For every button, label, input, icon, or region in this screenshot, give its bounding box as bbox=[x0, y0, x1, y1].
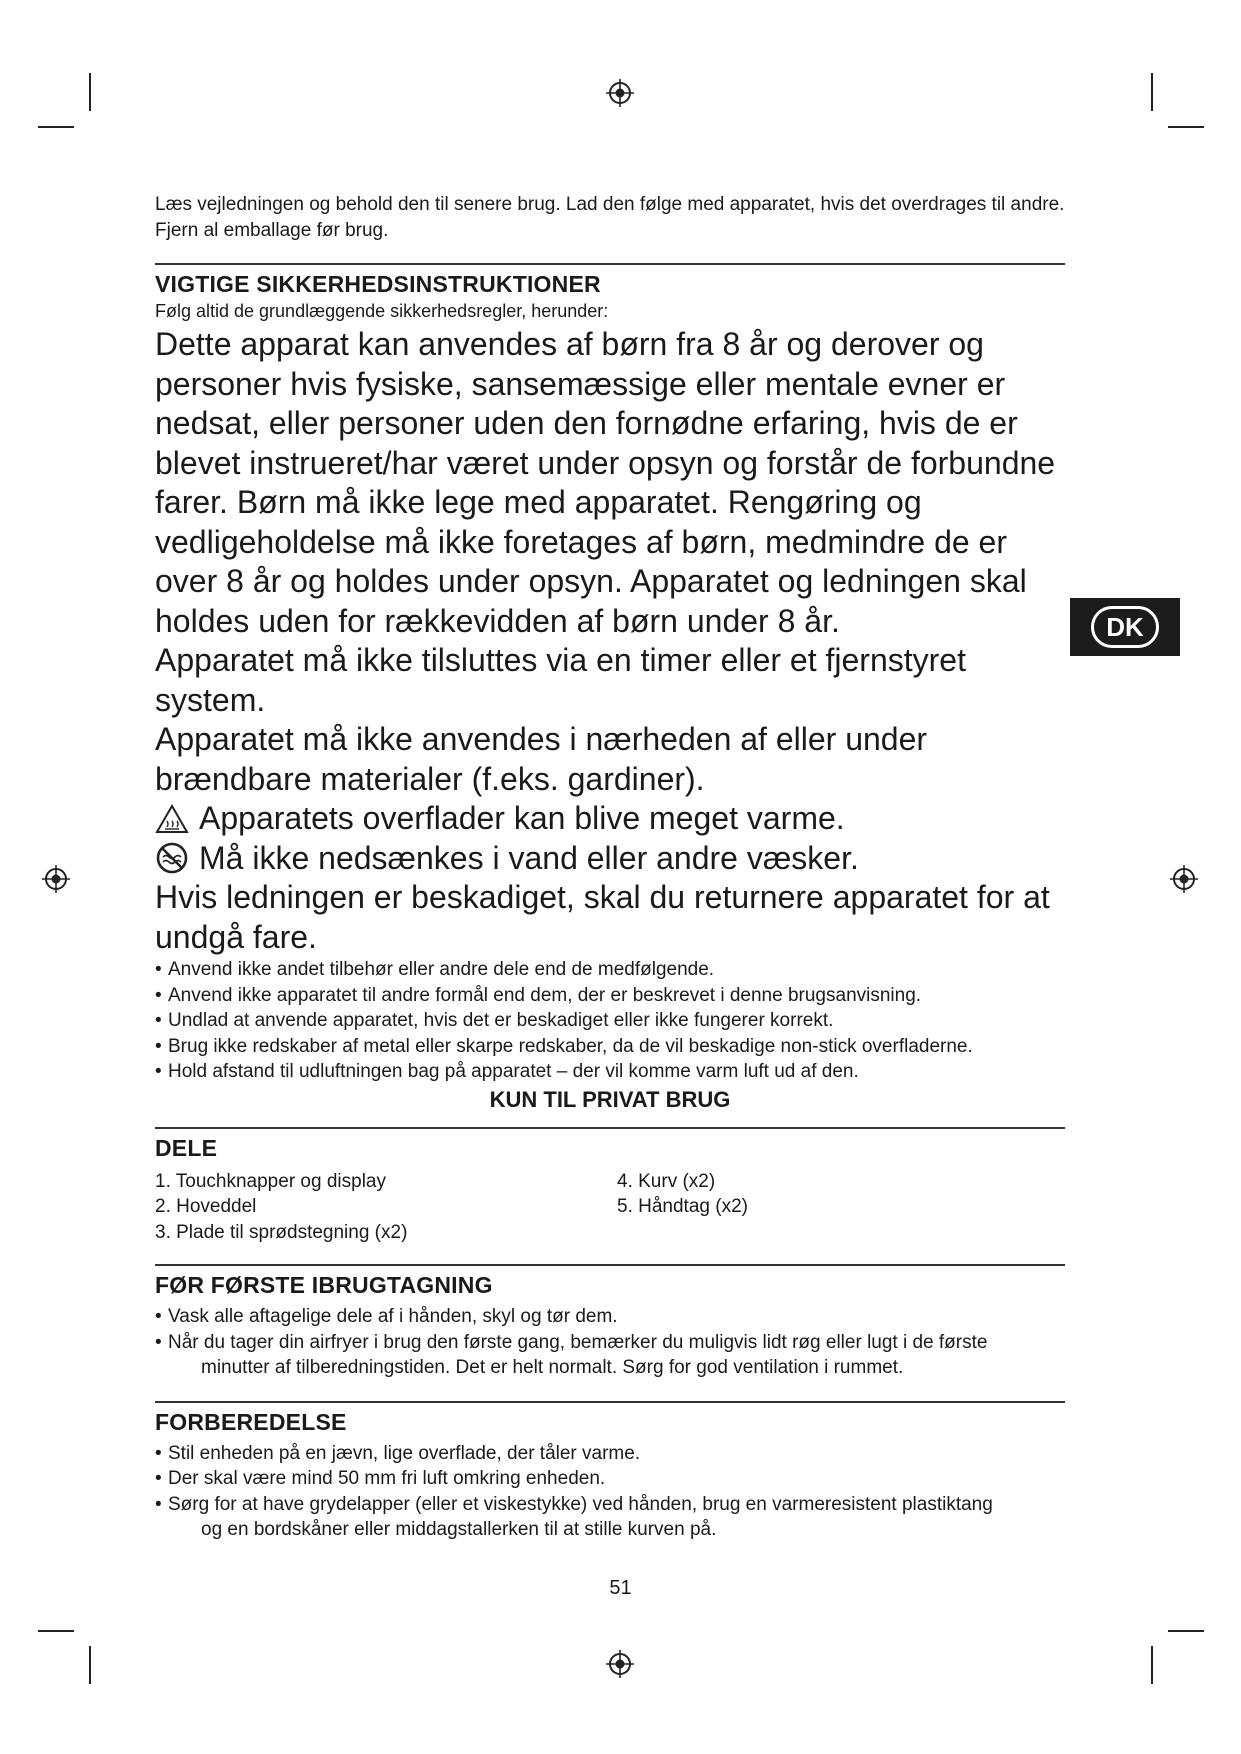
hot-surface-warning-text: Apparatets overflader kan blive meget varme. bbox=[199, 800, 845, 836]
registration-mark-icon bbox=[41, 864, 71, 894]
no-immersion-warning bbox=[155, 839, 1065, 879]
safety-paragraph-children: Dette apparat kan anvendes af børn fra 8 år og derover og personer hvis fysiske, sansemæssige eller mentale evner er nedsat, eller personer uden den fornødne erfaring, hvis de er blevet instrueret/har været under opsyn og forstår de forbundne farer. Børn må ikke lege med apparatet. Rengøring og vedligeholdelse må ikke foretages af børn, medmindre de er over 8 år og holdes under opsyn. Apparatet og ledningen skal holdes uden for rækkevidden af børn under 8 år. bbox=[155, 326, 1056, 639]
intro-text: Læs vejledningen og behold den til senere brug. Lad den følge med apparatet, hvis det overdrages til andre. Fjern al emballage før brug. bbox=[155, 194, 1065, 241]
list-item: • Vask alle aftagelige dele af i hånden, skyl og tør dem. bbox=[155, 1304, 1065, 1330]
list-item: • Der skal være mind 50 mm fri luft omkring enheden. bbox=[155, 1466, 1065, 1492]
list-item: • Anvend ikke apparatet til andre formål end dem, der er beskrevet i denne brugsanvisning. bbox=[155, 983, 1065, 1009]
language-tab-label: DK bbox=[1091, 606, 1159, 648]
crop-mark bbox=[38, 1630, 74, 1632]
crop-mark bbox=[1168, 126, 1204, 128]
registration-mark-icon bbox=[605, 78, 635, 108]
safety-paragraph-cord: Hvis ledningen er beskadiget, skal du returnere apparatet for at undgå fare. bbox=[155, 879, 1050, 955]
safety-heading: VIGTIGE SIKKERHEDSINSTRUKTIONER bbox=[155, 271, 601, 297]
registration-mark-icon bbox=[605, 1649, 635, 1679]
list-item bbox=[155, 1492, 1065, 1543]
crop-mark bbox=[38, 126, 74, 128]
list-item: 2. Hoveddel bbox=[155, 1196, 257, 1217]
parts-column-left bbox=[155, 1169, 617, 1246]
page-content bbox=[155, 192, 1065, 1543]
list-item: • Stil enheden på en jævn, lige overflade, der tåler varme. bbox=[155, 1441, 1065, 1467]
safety-bullet-list bbox=[155, 957, 1065, 1085]
crop-mark bbox=[89, 73, 91, 111]
safety-paragraph-flammable: Apparatet må ikke anvendes i nærheden af eller under brændbare materialer (f.eks. gardiner). bbox=[155, 721, 928, 797]
list-item: 4. Kurv (x2) bbox=[617, 1170, 716, 1192]
registration-mark-icon bbox=[1169, 864, 1199, 894]
private-use-note: KUN TIL PRIVAT BRUG bbox=[489, 1086, 731, 1112]
list-item: • Hold afstand til udluftningen bag på apparatet – der vil komme varm luft ud af den. bbox=[155, 1059, 1065, 1085]
safety-instructions bbox=[155, 325, 1065, 957]
list-item-line: minutter af tilberedningstiden. Det er helt normalt. Sørg for god ventilation i rummet. bbox=[201, 1357, 904, 1378]
first-use-heading: FØR FØRSTE IBRUGTAGNING bbox=[155, 1272, 493, 1298]
list-item: • Anvend ikke andet tilbehør eller andre dele end de medfølgende. bbox=[155, 957, 1065, 983]
parts-list bbox=[155, 1169, 1065, 1246]
safety-subtitle: Følg altid de grundlæggende sikkerhedsregler, herunder: bbox=[155, 301, 609, 321]
no-immersion-icon bbox=[155, 841, 189, 875]
list-item-line: Sørg for at have grydelapper (eller et viskestykke) ved hånden, brug en varmeresistent plastiktang bbox=[168, 1493, 993, 1515]
page-number: 51 bbox=[609, 1577, 632, 1599]
section-divider bbox=[155, 263, 1065, 265]
list-item-line: Når du tager din airfryer i brug den første gang, bemærker du muligvis lidt røg eller lugt i de første bbox=[168, 1331, 988, 1353]
crop-mark bbox=[89, 1646, 91, 1684]
list-item: 3. Plade til sprødstegning (x2) bbox=[155, 1221, 408, 1243]
language-tab bbox=[1070, 598, 1180, 656]
section-divider bbox=[155, 1127, 1065, 1129]
list-item bbox=[155, 1330, 1065, 1381]
hot-surface-warning bbox=[155, 799, 1065, 839]
crop-mark bbox=[1168, 1630, 1204, 1632]
list-item: • Brug ikke redskaber af metal eller skarpe redskaber, da de vil beskadige non-stick overfladerne. bbox=[155, 1034, 1065, 1060]
parts-column-right bbox=[617, 1169, 748, 1246]
list-item-line: og en bordskåner eller middagstallerken til at stille kurven på. bbox=[201, 1519, 717, 1540]
parts-heading: DELE bbox=[155, 1134, 218, 1161]
section-divider bbox=[155, 1401, 1065, 1403]
list-item: • Undlad at anvende apparatet, hvis det er beskadiget eller ikke fungerer korrekt. bbox=[155, 1008, 1065, 1034]
preparation-heading: FORBEREDELSE bbox=[155, 1408, 347, 1435]
list-item: 5. Håndtag (x2) bbox=[617, 1196, 748, 1217]
section-divider bbox=[155, 1264, 1065, 1266]
hot-surface-warning-icon bbox=[155, 804, 189, 834]
crop-mark bbox=[1151, 1646, 1153, 1684]
crop-mark bbox=[1151, 73, 1153, 111]
safety-paragraph-timer: Apparatet må ikke tilsluttes via en timer eller et fjernstyret system. bbox=[155, 642, 966, 718]
preparation-list bbox=[155, 1441, 1065, 1543]
no-immersion-warning-text: Må ikke nedsænkes i vand eller andre væsker. bbox=[199, 839, 859, 876]
list-item: 1. Touchknapper og display bbox=[155, 1170, 386, 1192]
first-use-list bbox=[155, 1304, 1065, 1381]
